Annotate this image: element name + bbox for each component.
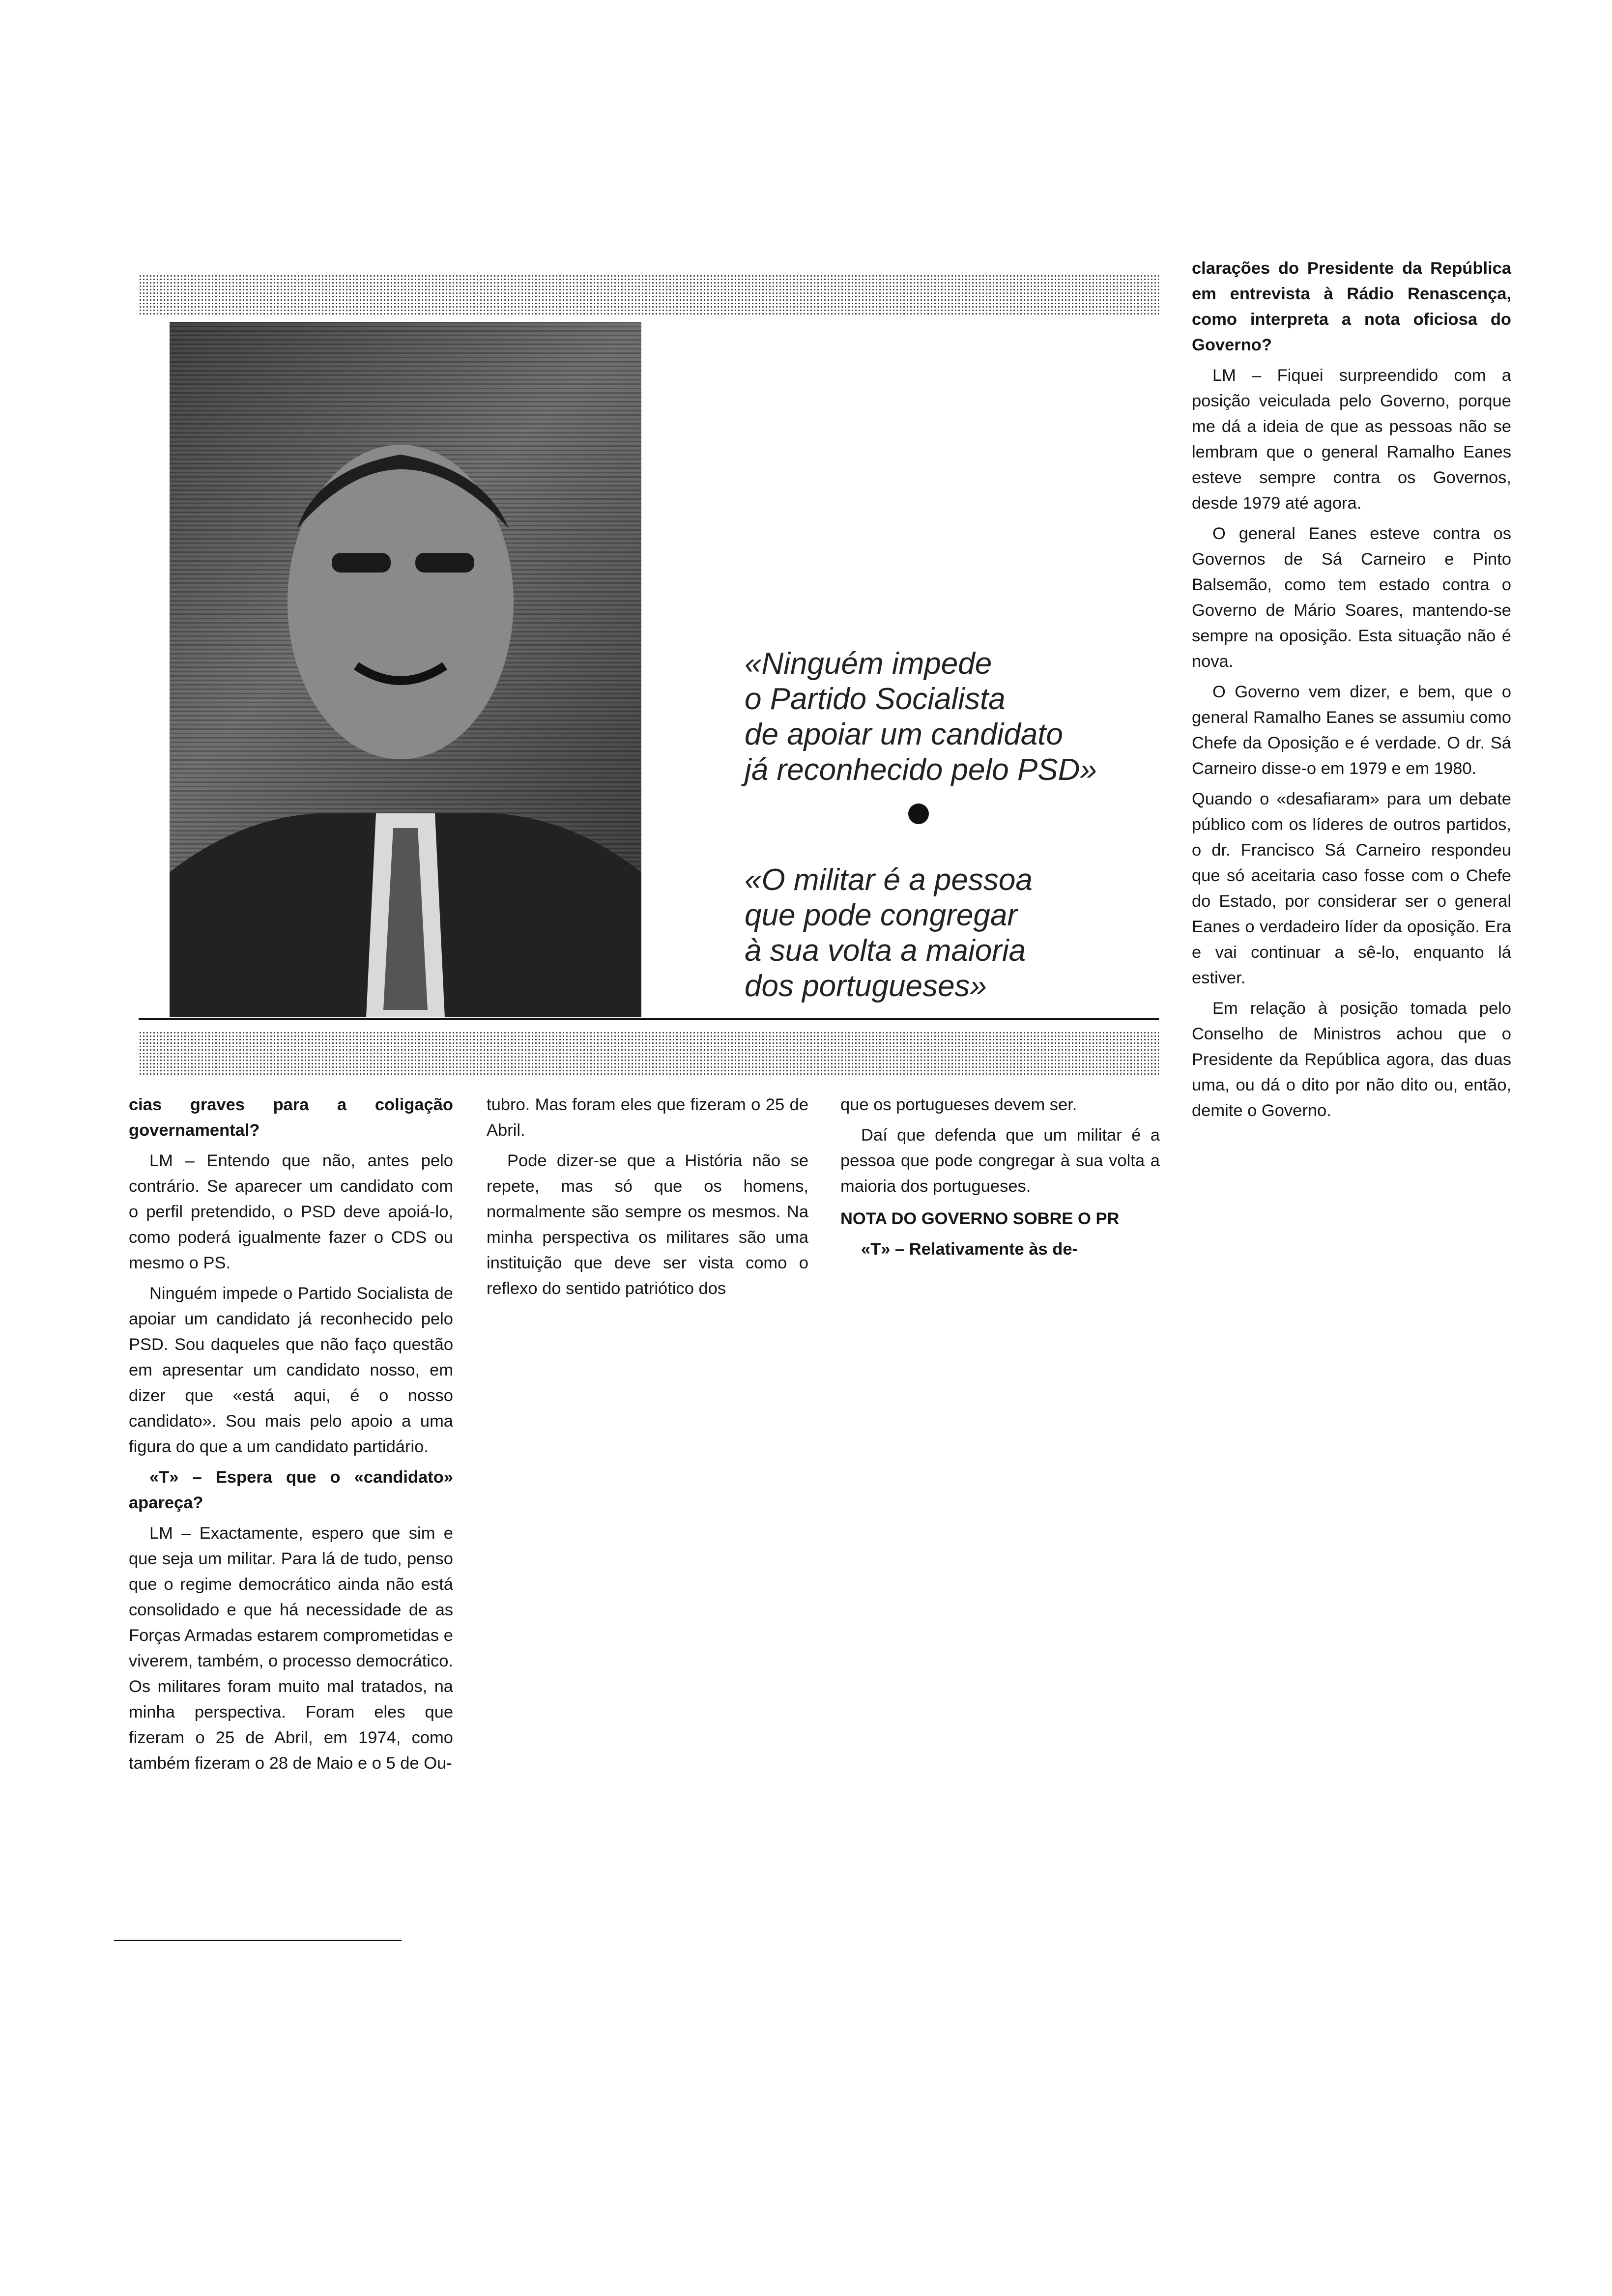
- portrait-figure: [170, 322, 641, 1017]
- left-eye: [332, 553, 391, 573]
- pull-quote-1-line: o Partido Socialista: [745, 682, 1006, 716]
- right-column-paragraph: O general Eanes esteve contra os Governos de Sá Carneiro e Pinto Balsemão, como tem estado contra o Governo de Mário Soares, mantendo-se sempre na oposição. Esta situação não é nova.: [1192, 524, 1511, 671]
- right-column-paragraph: Em relação à posição tomada pelo Conselho de Ministros achou que o Presidente da República agora, das duas uma, ou dá o dito por não dito ou, então, demite o Governo.: [1192, 999, 1511, 1120]
- column-3-paragraph: Daí que defenda que um militar é a pessoa que pode congregar à sua volta a maioria dos portugueses.: [840, 1126, 1160, 1196]
- column-1-paragraph: LM – Entendo que não, antes pelo contrário. Se aparecer um candidato com o perfil pretendido, o PSD deve apoiá-lo, como poderá igualmente fazer o CDS ou mesmo o PS.: [129, 1151, 453, 1272]
- pull-quote-1-line: de apoiar um candidato: [745, 718, 1064, 751]
- column-3: [840, 1092, 1160, 1262]
- column-3-paragraph: NOTA DO GOVERNO SOBRE O PR: [840, 1209, 1120, 1228]
- right-eye: [415, 553, 474, 573]
- right-column-paragraph: clarações do Presidente da República em entrevista à Rádio Renascença, como interpreta a nota oficiosa do Governo?: [1192, 259, 1511, 354]
- top-halftone-band: [139, 274, 1159, 316]
- pull-quote-1-line: «Ninguém impede: [745, 647, 992, 681]
- pull-quote-2-line: dos portugueses»: [745, 969, 987, 1003]
- pull-quote-2-line: que pode congregar: [745, 898, 1018, 932]
- column-3-paragraph: «T» – Relativamente às de-: [861, 1240, 1078, 1259]
- pull-quote-2: [745, 862, 1138, 1004]
- pull-quote-2-line: à sua volta a maioria: [745, 934, 1026, 968]
- right-column: [1192, 256, 1511, 1123]
- band-rule: [139, 1018, 1159, 1020]
- column-1-end-rule: [114, 1940, 402, 1941]
- column-3-paragraph: que os portugueses devem ser.: [840, 1095, 1077, 1114]
- bullet-dot-icon: [908, 804, 929, 824]
- column-1: [129, 1092, 453, 1776]
- pull-quote-1-line: já reconhecido pelo PSD»: [745, 753, 1097, 787]
- column-1-paragraph: Ninguém impede o Partido Socialista de apoiar um candidato já reconhecido pelo PSD. Sou daqueles que não faço questão em apresentar um candidato nosso, em dizer que «está aqui, é o nosso candidato». Sou mais pelo apoio a uma figura do que a um candidato partidário.: [129, 1284, 453, 1456]
- right-column-paragraph: Quando o «desafiaram» para um debate público com os líderes de outros partidos, o dr. Francisco Sá Carneiro respondeu que só aceitaria caso fosse com o Chefe do Estado, por considerar ser o general Eanes o verdadeiro líder da oposição. Era e vai continuar a sê-lo, enquanto lá estiver.: [1192, 790, 1511, 987]
- right-column-paragraph: O Governo vem dizer, e bem, que o general Ramalho Eanes se assumiu como Chefe da Oposição e é verdade. O dr. Sá Carneiro disse-o em 1979 e em 1980.: [1192, 683, 1511, 778]
- pull-quote-2-line: «O militar é a pessoa: [745, 863, 1033, 897]
- column-2-paragraph: Pode dizer-se que a História não se repete, mas só que os homens, normalmente são sempre os mesmos. Na minha perspectiva os militares são uma instituição que deve ser vista como o reflexo do sentido patriótico dos: [487, 1151, 808, 1298]
- column-2: [487, 1092, 808, 1301]
- pull-quote-1: [745, 646, 1138, 788]
- lower-halftone-band: [139, 1031, 1159, 1076]
- column-1-paragraph: cias graves para a coligação governamental?: [129, 1095, 453, 1140]
- column-1-paragraph: LM – Exactamente, espero que sim e que seja um militar. Para lá de tudo, penso que o regime democrático ainda não está consolidado e que há necessidade de as Forças Armadas estarem comprometidas e viverem, também, o processo democrático. Os militares foram muito mal tratados, na minha perspectiva. Foram eles que fizeram o 25 de Abril, em 1974, como também fizeram o 28 de Maio e o 5 de Ou-: [129, 1524, 453, 1773]
- portrait-photo: [170, 322, 641, 1017]
- right-column-paragraph: LM – Fiquei surpreendido com a posição veiculada pelo Governo, porque me dá a ideia de que as pessoas não se lembram que o general Ramalho Eanes esteve sempre contra os Governos, desde 1979 até agora.: [1192, 366, 1511, 513]
- column-2-paragraph: tubro. Mas foram eles que fizeram o 25 de Abril.: [487, 1095, 808, 1140]
- column-1-paragraph: «T» – Espera que o «candidato» apareça?: [129, 1468, 453, 1512]
